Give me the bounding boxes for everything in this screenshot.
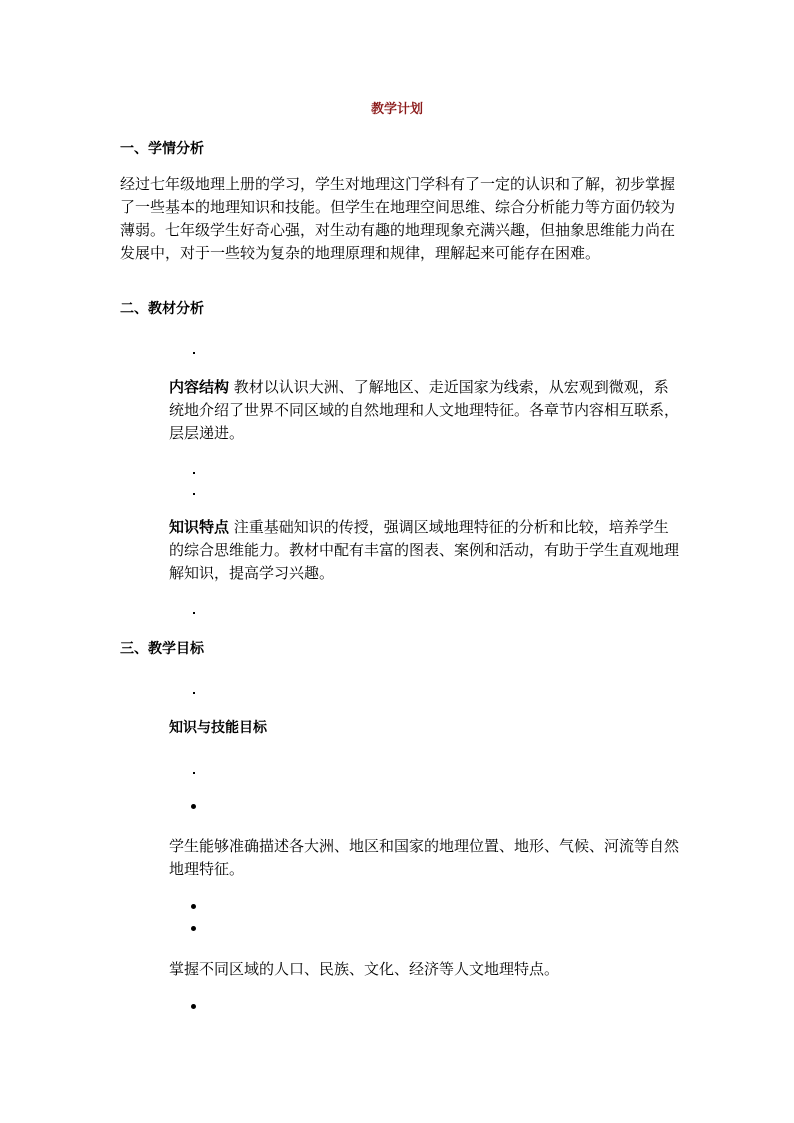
content-structure-text: 教材以认识大洲、了解地区、走近国家为线索，从宏观到微观，系统地介绍了世界不同区域的自然地理和人文地理特征。各章节内容相互联系，层层递进。	[169, 378, 680, 442]
list-marker	[193, 493, 195, 495]
goal-natural-geography: 学生能够准确描述各大洲、地区和国家的地理位置、地形、气候、河流等自然地理特征。	[169, 837, 680, 878]
bullet-icon	[191, 804, 196, 809]
knowledge-features-text: 注重基础知识的传授，强调区域地理特征的分析和比较，培养学生的综合思维能力。教材中配有丰富的图表、案例和活动，有助于学生直观地理解知识，提高学习兴趣。	[169, 518, 680, 582]
knowledge-skills-goals-heading: 知识与技能目标	[169, 720, 267, 736]
section-heading-teaching-goals: 三、教学目标	[120, 641, 204, 657]
goal-human-geography: 掌握不同区域的人口、民族、文化、经济等人文地理特点。	[169, 960, 560, 978]
bullet-icon	[191, 926, 196, 931]
knowledge-features-label: 知识特点	[169, 518, 230, 536]
list-marker	[193, 692, 195, 694]
bullet-icon	[191, 1004, 196, 1009]
section-heading-learner-analysis: 一、学情分析	[120, 141, 204, 157]
document-title: 教学计划	[370, 102, 423, 117]
content-structure-label: 内容结构	[169, 378, 230, 396]
list-marker	[193, 612, 195, 614]
content-structure-paragraph	[169, 376, 681, 445]
knowledge-features-paragraph	[169, 516, 681, 585]
list-marker	[193, 772, 195, 774]
section-heading-textbook-analysis: 二、教材分析	[120, 301, 204, 317]
list-marker	[193, 352, 195, 354]
bullet-icon	[191, 904, 196, 909]
learner-analysis-paragraph: 经过七年级地理上册的学习，学生对地理这门学科有了一定的认识和了解，初步掌握了一些基本的地理知识和技能。但学生在地理空间思维、综合分析能力等方面仍较为薄弱。七年级学生好奇心强，对生动有趣的地理现象充满兴趣，但抽象思维能力尚在发展中，对于一些较为复杂的地理原理和规律，理解起来可能存在困难。	[120, 175, 676, 262]
list-marker	[193, 472, 195, 474]
